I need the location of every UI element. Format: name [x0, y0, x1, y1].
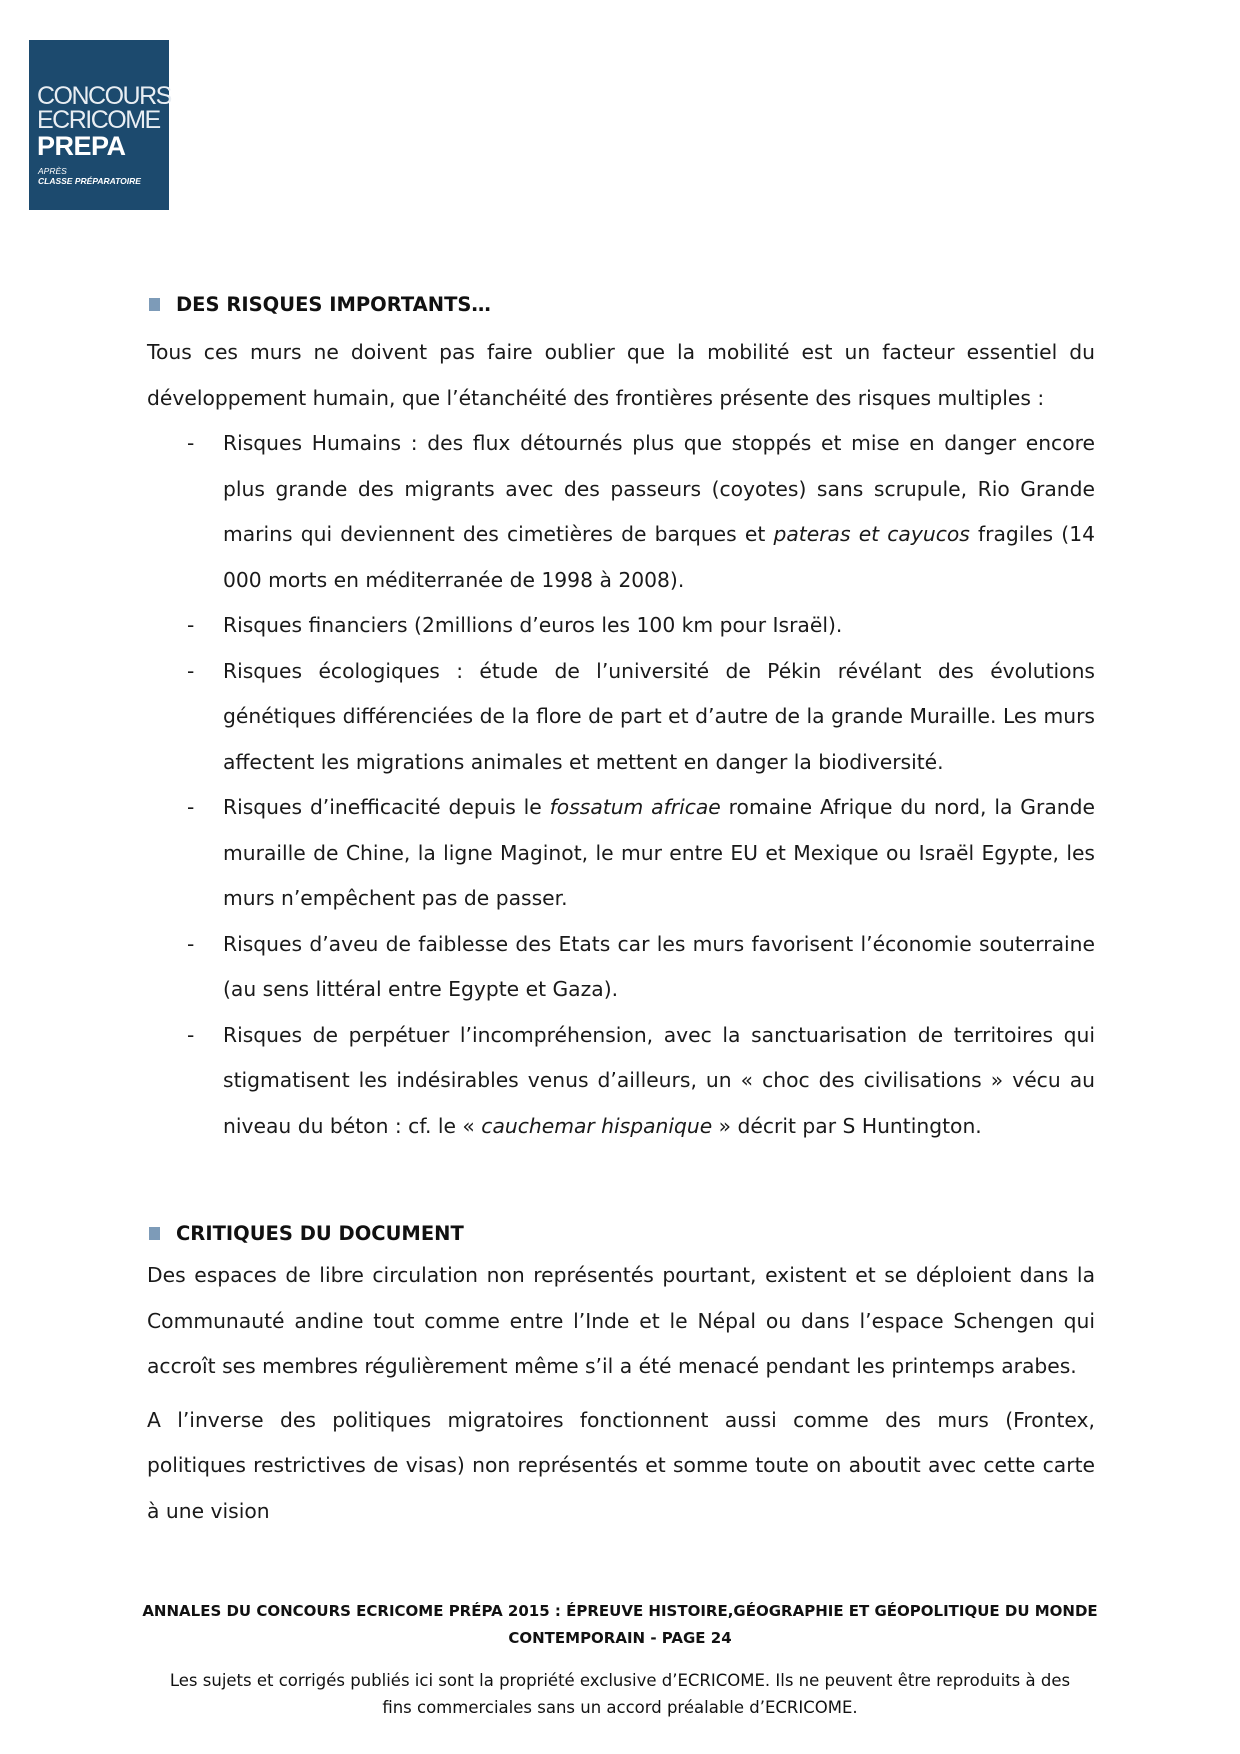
logo-line-apres: APRÈS	[38, 166, 67, 176]
logo-line-classe: CLASSE PRÉPARATOIRE	[38, 176, 141, 186]
list-item	[147, 922, 1095, 1013]
footer-title-line: ANNALES DU CONCOURS ECRICOME PRÉPA 2015 : ÉPREUVE HISTOIRE,GÉOGRAPHIE ET GÉOPOLITIQUE DU MONDE	[142, 1602, 1098, 1620]
risk-list	[147, 421, 1095, 1149]
section-heading	[147, 1215, 1095, 1251]
footer-notice-line: Les sujets et corrigés publiés ici sont la propriété exclusive d’ECRICOME. Ils ne peuvent être reproduits à des	[169, 1671, 1071, 1690]
dash-marker: -	[187, 613, 195, 637]
logo-line-ecricome: ECRICOME	[37, 106, 160, 134]
ecricome-logo	[29, 40, 169, 210]
item-text: Risques écologiques : étude de l’université de Pékin révélant des évolutions génétiques différenciées de la flore de part et d’autre de la grande Muraille. Les murs affectent les migrations animales et mettent en danger la biodiversité.	[223, 658, 1095, 774]
footer-title-line: CONTEMPORAIN - PAGE 24	[508, 1629, 732, 1647]
critique-paragraph-1: Des espaces de libre circulation non représentés pourtant, existent et se déploient dans la Communauté andine tout comme entre l’Inde et le Népal ou dans l’espace Schengen qui accroît ses membres régulièrement même s’il a été menacé pendant les printemps arabes.	[147, 1263, 1095, 1378]
item-emphasis: fossatum africae	[549, 795, 721, 819]
dash-marker: -	[187, 431, 195, 455]
dash-marker: -	[187, 795, 195, 819]
logo-line-prepa: PREPA	[37, 131, 126, 161]
list-item	[147, 649, 1095, 786]
list-item	[147, 1013, 1095, 1150]
square-bullet-icon	[149, 1227, 160, 1240]
item-text: Risques d’aveu de faiblesse des Etats car les murs favorisent l’économie souterraine (au sens littéral entre Egypte et Gaza).	[223, 931, 1095, 1001]
dash-marker: -	[187, 931, 195, 956]
item-text: Risques Humains : des flux détournés plus que stoppés et mise en danger encore plus grande des migrants avec des passeurs (coyotes) sans scrupule, Rio Grande marins qui deviennent des cimetières de barques et	[223, 431, 1095, 546]
item-text-end: romaine Afrique du nord, la Grande muraille de Chine, la ligne Maginot, le mur entre EU et Mexique ou Israël Egypte, les murs n’empêchent pas de passer.	[223, 795, 1095, 910]
intro-paragraph: Tous ces murs ne doivent pas faire oublier que la mobilité est un facteur essentiel du développement humain, que l’étanchéité des frontières présente des risques multiples :	[147, 340, 1095, 410]
critique-paragraph-2: A l’inverse des politiques migratoires fonctionnent aussi comme des murs (Frontex, politiques restrictives de visas) non représentés et somme toute on aboutit avec cette carte à une vision	[147, 1407, 1095, 1523]
footer-title	[0, 1598, 1240, 1652]
dash-marker: -	[187, 658, 195, 683]
dash-marker: -	[187, 1022, 195, 1047]
list-item	[147, 421, 1095, 603]
item-emphasis: pateras et cayucos	[773, 522, 970, 546]
list-item	[147, 785, 1095, 922]
item-emphasis: cauchemar hispanique	[481, 1113, 713, 1138]
item-text-end: » décrit par S Huntington.	[712, 1113, 982, 1138]
section-critiques	[147, 1215, 1095, 1534]
logo-line-concours: CONCOURS	[37, 82, 171, 110]
item-text: Risques de perpétuer l’incompréhension, avec la sanctuarisation de territoires qui stigmatisent les indésirables venus d’ailleurs, un « choc des civilisations » vécu au niveau du béton : cf. le «	[223, 1022, 1095, 1138]
square-bullet-icon	[149, 298, 160, 311]
footer-notice-line: fins commerciales sans un accord préalable d’ECRICOME.	[382, 1698, 858, 1717]
footer-notice	[0, 1667, 1240, 1721]
section-heading	[147, 286, 1095, 322]
item-text-end: fragiles (14 000 morts en méditerranée de 1998 à 2008).	[223, 522, 1095, 592]
list-item	[147, 603, 1095, 649]
heading-text: CRITIQUES DU DOCUMENT	[176, 1221, 464, 1245]
section-risques	[147, 286, 1095, 1149]
item-text: Risques d’inefficacité depuis le	[223, 795, 550, 819]
heading-text: DES RISQUES IMPORTANTS…	[176, 292, 491, 316]
page-content	[147, 286, 1095, 1534]
item-text: Risques financiers (2millions d’euros les 100 km pour Israël).	[223, 613, 843, 637]
